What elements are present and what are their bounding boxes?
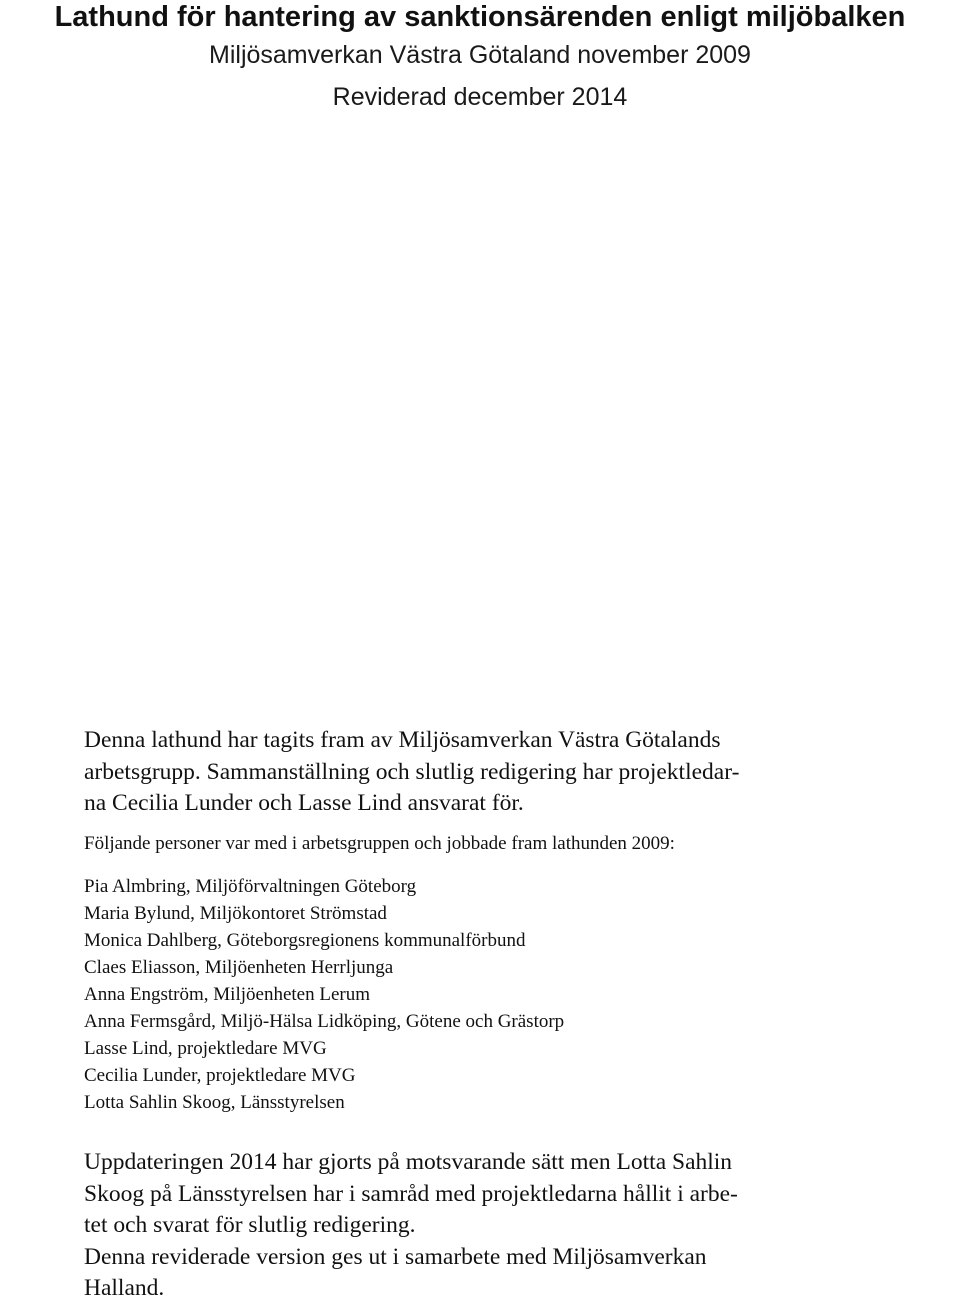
intro-paragraph	[84, 725, 884, 820]
list-item: Anna Engström, Miljöenheten Lerum	[84, 984, 370, 1005]
member-list	[84, 873, 884, 1116]
list-item: Claes Eliasson, Miljöenheten Herrljunga	[84, 957, 394, 978]
intro-line: arbetsgrupp. Sammanställning och slutlig redigering har projektledar-	[84, 758, 740, 785]
list-item: Cecilia Lunder, projektledare MVG	[84, 1065, 356, 1086]
update-line: Halland.	[84, 1275, 165, 1301]
participants-heading: Följande personer var med i arbetsgruppen och jobbade fram lathunden 2009:	[84, 833, 675, 854]
intro-line: na Cecilia Lunder och Lasse Lind ansvarat för.	[84, 790, 524, 816]
update-line: Uppdateringen 2014 har gjorts på motsvarande sätt men Lotta Sahlin	[84, 1149, 733, 1175]
update-line: tet och svarat för slutlig redigering.	[84, 1212, 416, 1238]
list-item: Lasse Lind, projektledare MVG	[84, 1038, 327, 1059]
list-item: Anna Fermsgård, Miljö-Hälsa Lidköping, Götene och Grästorp	[84, 1011, 565, 1032]
document-subtitle: Miljösamverkan Västra Götaland november 2009	[209, 41, 751, 69]
list-item: Lotta Sahlin Skoog, Länsstyrelsen	[84, 1092, 345, 1113]
revision-date: Reviderad december 2014	[332, 83, 628, 111]
intro-line: Denna lathund har tagits fram av Miljösamverkan Västra Götalands	[84, 727, 721, 753]
update-line: Denna reviderade version ges ut i samarbete med Miljösamverkan	[84, 1243, 707, 1270]
update-line: Skoog på Länsstyrelsen har i samråd med projektledarna hållit i arbe-	[84, 1180, 738, 1207]
list-item: Pia Almbring, Miljöförvaltningen Göteborg	[84, 876, 417, 897]
document-title: Lathund för hantering av sanktionsärenden enligt miljöbalken	[54, 1, 906, 33]
update-paragraph	[84, 1147, 884, 1305]
list-item: Maria Bylund, Miljökontoret Strömstad	[84, 903, 387, 924]
list-item: Monica Dahlberg, Göteborgsregionens kommunalförbund	[84, 930, 526, 951]
